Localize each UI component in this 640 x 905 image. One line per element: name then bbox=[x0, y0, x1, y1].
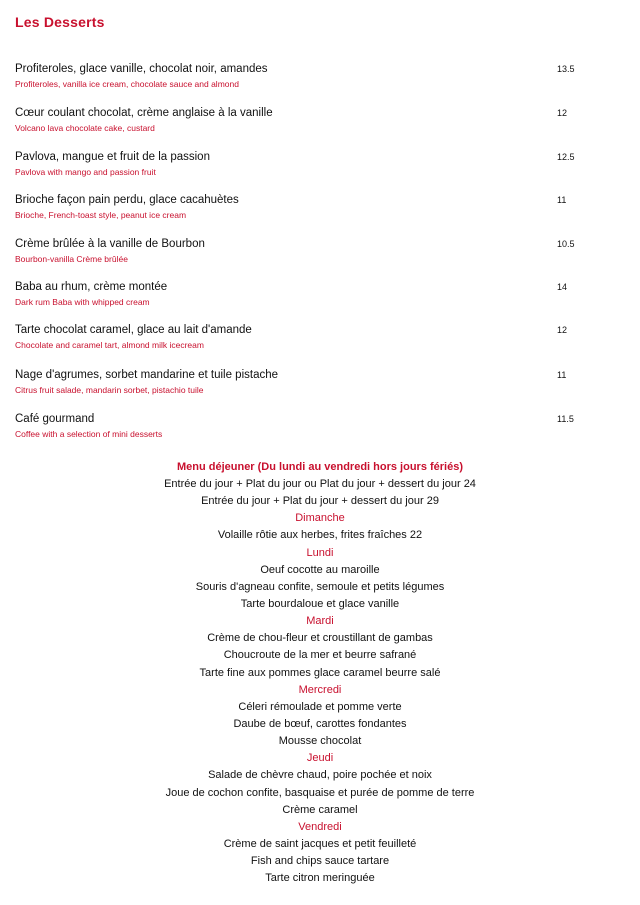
dessert-name-fr: Pavlova, mangue et fruit de la passion bbox=[15, 151, 210, 163]
dessert-item bbox=[15, 194, 575, 228]
lunch-menu-heading: Menu déjeuner (Du lundi au vendredi hors jours fériés) bbox=[176, 461, 464, 473]
dessert-name-fr: Tarte chocolat caramel, glace au lait d'amande bbox=[15, 324, 252, 336]
lunch-dish: Céleri rémoulade et pomme verte bbox=[238, 700, 402, 713]
dessert-name-en: Bourbon-vanilla Crème brûlée bbox=[15, 254, 128, 264]
dessert-item bbox=[15, 238, 575, 272]
dessert-name-en: Profiteroles, vanilla ice cream, chocolate sauce and almond bbox=[15, 79, 239, 89]
dessert-item bbox=[15, 413, 575, 447]
dessert-name-en: Chocolate and caramel tart, almond milk icecream bbox=[15, 340, 204, 350]
dessert-price: 11 bbox=[557, 195, 567, 205]
lunch-dish: Fish and chips sauce tartare bbox=[250, 855, 390, 868]
dessert-item bbox=[15, 151, 575, 185]
dessert-price: 12 bbox=[557, 108, 568, 118]
day-heading-mercredi: Mercredi bbox=[298, 683, 342, 696]
lunch-dish: Souris d'agneau confite, semoule et petits légumes bbox=[195, 580, 445, 593]
page-title: Les Desserts bbox=[15, 14, 105, 30]
day-heading-lundi: Lundi bbox=[306, 546, 334, 559]
day-heading-mardi: Mardi bbox=[306, 615, 334, 628]
lunch-dish: Tarte bourdaloue et glace vanille bbox=[240, 597, 400, 610]
lunch-dish: Mousse chocolat bbox=[278, 735, 362, 748]
dessert-item bbox=[15, 324, 575, 358]
dessert-item bbox=[15, 369, 575, 403]
lunch-dish: Crème caramel bbox=[282, 803, 358, 816]
day-heading-jeudi: Jeudi bbox=[306, 752, 334, 765]
dessert-name-en: Dark rum Baba with whipped cream bbox=[15, 297, 150, 307]
dessert-price: 11.5 bbox=[557, 414, 574, 424]
day-heading-vendredi: Vendredi bbox=[298, 820, 342, 833]
dessert-name-en: Citrus fruit salade, mandarin sorbet, pistachio tuile bbox=[15, 385, 204, 395]
dessert-name-en: Pavlova with mango and passion fruit bbox=[15, 167, 156, 177]
lunch-dish: Choucroute de la mer et beurre safrané bbox=[223, 649, 417, 662]
lunch-dish: Crème de saint jacques et petit feuilleté bbox=[223, 837, 417, 850]
dessert-name-fr: Baba au rhum, crème montée bbox=[15, 281, 168, 293]
dessert-price: 12.5 bbox=[557, 152, 575, 162]
lunch-dish: Oeuf cocotte au maroille bbox=[260, 563, 380, 576]
dessert-price: 10.5 bbox=[557, 239, 575, 249]
lunch-dish: Tarte fine aux pommes glace caramel beurre salé bbox=[199, 666, 441, 679]
dessert-name-fr: Crème brûlée à la vanille de Bourbon bbox=[15, 238, 205, 250]
dessert-name-fr: Brioche façon pain perdu, glace cacahuètes bbox=[15, 194, 239, 206]
dessert-price: 12 bbox=[557, 325, 568, 335]
dessert-item bbox=[15, 63, 575, 97]
lunch-dish: Crème de chou-fleur et croustillant de gambas bbox=[207, 632, 433, 645]
dessert-price: 13.5 bbox=[557, 64, 575, 74]
lunch-dish: Salade de chèvre chaud, poire pochée et noix bbox=[208, 769, 432, 782]
dessert-price: 11 bbox=[557, 370, 567, 380]
lunch-formula: Entrée du jour + Plat du jour + dessert du jour 29 bbox=[201, 495, 439, 508]
dessert-price: 14 bbox=[557, 282, 568, 292]
lunch-dish: Joue de cochon confite, basquaise et purée de pomme de terre bbox=[165, 786, 475, 799]
lunch-dish: Daube de bœuf, carottes fondantes bbox=[233, 717, 407, 730]
dessert-name-en: Volcano lava chocolate cake, custard bbox=[15, 123, 155, 133]
dessert-name-en: Coffee with a selection of mini desserts bbox=[15, 429, 163, 439]
lunch-dish: Volaille rôtie aux herbes, frites fraîches 22 bbox=[217, 529, 423, 542]
lunch-formula: Entrée du jour + Plat du jour ou Plat du jour + dessert du jour 24 bbox=[164, 478, 476, 490]
dessert-item bbox=[15, 107, 575, 141]
lunch-menu bbox=[0, 459, 640, 887]
dessert-name-fr: Profiteroles, glace vanille, chocolat noir, amandes bbox=[15, 63, 268, 75]
day-heading-dimanche: Dimanche bbox=[295, 512, 345, 525]
dessert-name-fr: Café gourmand bbox=[15, 413, 95, 425]
dessert-item bbox=[15, 281, 575, 315]
lunch-dish: Tarte citron meringuée bbox=[265, 872, 375, 885]
dessert-name-en: Brioche, French-toast style, peanut ice cream bbox=[15, 210, 187, 220]
dessert-name-fr: Nage d'agrumes, sorbet mandarine et tuile pistache bbox=[15, 369, 279, 381]
dessert-name-fr: Cœur coulant chocolat, crème anglaise à la vanille bbox=[15, 107, 273, 119]
